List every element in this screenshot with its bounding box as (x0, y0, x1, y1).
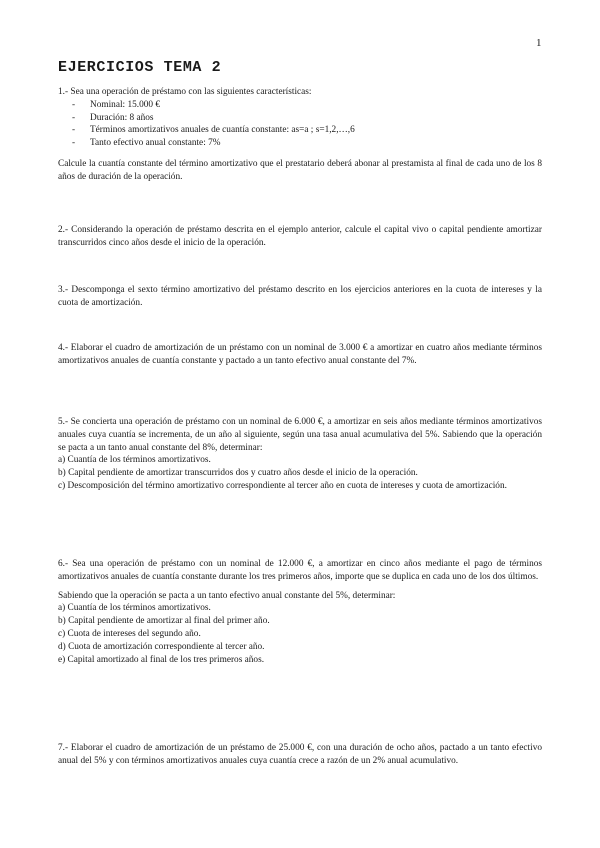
exercise-5-option-b: b) Capital pendiente de amortizar transcurridos dos y cuatro años desde el inicio de la operación. (58, 468, 418, 479)
exercise-6-intro: Sabiendo que la operación se pacta a un tanto efectivo anual constante del 5%, determinar: (58, 590, 396, 601)
exercise-2-text: 2.- Considerando la operación de préstamo descrita en el ejemplo anterior, calcule el capital vivo o capital pendiente amortizar transcurridos cinco años desde el inicio de la operación. (58, 225, 542, 248)
exercise-5-text: 5.- Se concierta una operación de préstamo con un nominal de 6.000 €, a amortizar en seis años mediante términos amortizativos anuales cuya cuantía se incrementa, de un año al siguiente, según una tasa anual acumulativa del 5%. Sabiendo que la operación se pacta a un tanto anual constante del 8%, determinar: (58, 417, 542, 453)
exercise-1 (58, 86, 542, 184)
exercise-1-question: Calcule la cuantía constante del término amortizativo que el prestatario deberá abonar al prestamista al final de cada uno de los 8 años de duración de la operación. (58, 159, 542, 182)
exercise-3 (58, 284, 542, 310)
exercise-6-option-e: e) Capital amortizado al final de los tres primeros años. (58, 654, 265, 665)
exercise-2 (58, 224, 542, 250)
list-item: - Tanto efectivo anual constante: 7% (72, 137, 542, 150)
document-title: EJERCICIOS TEMA 2 (58, 59, 222, 76)
exercise-5-option-a: a) Cuantía de los términos amortizativos. (58, 455, 211, 466)
list-item: - Términos amortizativos anuales de cuantía constante: as=a ; s=1,2,…,6 (72, 124, 542, 137)
exercise-7 (58, 742, 542, 768)
list-item: - Nominal: 15.000 € (72, 99, 542, 112)
exercise-3-text: 3.- Descomponga el sexto término amortizativo del préstamo descrito en los ejercicios anteriores en la cuota de intereses y la cuota de amortización. (58, 285, 542, 308)
exercise-4 (58, 342, 542, 368)
exercise-4-text: 4.- Elaborar el cuadro de amortización de un préstamo con un nominal de 3.000 € a amortizar en cuatro años mediante términos amortizativos anuales de cuantía constante y pactado a un tanto efectivo anual constante del 7%. (58, 343, 542, 366)
exercise-6 (58, 558, 542, 667)
exercise-1-characteristics (58, 99, 542, 150)
exercise-7-text: 7.- Elaborar el cuadro de amortización de un préstamo de 25.000 €, con una duración de ocho años, pactado a un tanto efectivo anual del 5% y con términos amortizativos anuales cuya cuantía crece a razón de un 2% anual acumulativo. (58, 743, 542, 766)
exercise-6-option-c: c) Cuota de intereses del segundo año. (58, 629, 201, 640)
exercise-6-option-d: d) Cuota de amortización correspondiente al tercer año. (58, 641, 265, 652)
exercise-6-option-a: a) Cuantía de los términos amortizativos. (58, 603, 211, 614)
page-number: 1 (536, 37, 542, 49)
exercise-5-option-c: c) Descomposición del término amortizativo correspondiente al tercer año en cuota de intereses y cuota de amortización. (58, 481, 507, 492)
exercise-6-option-b: b) Capital pendiente de amortizar al final del primer año. (58, 616, 270, 627)
exercise-1-intro: 1.- Sea una operación de préstamo con las siguientes características: (58, 87, 312, 97)
exercise-6-text: 6.- Sea una operación de préstamo con un nominal de 12.000 €, a amortizar en cinco años mediante el pago de términos amortizativos anuales de cuantía constante durante los tres primeros años, importe que se duplica en cada uno de los dos últimos. (58, 559, 542, 582)
list-item: - Duración: 8 años (72, 112, 542, 125)
exercise-5 (58, 416, 542, 493)
